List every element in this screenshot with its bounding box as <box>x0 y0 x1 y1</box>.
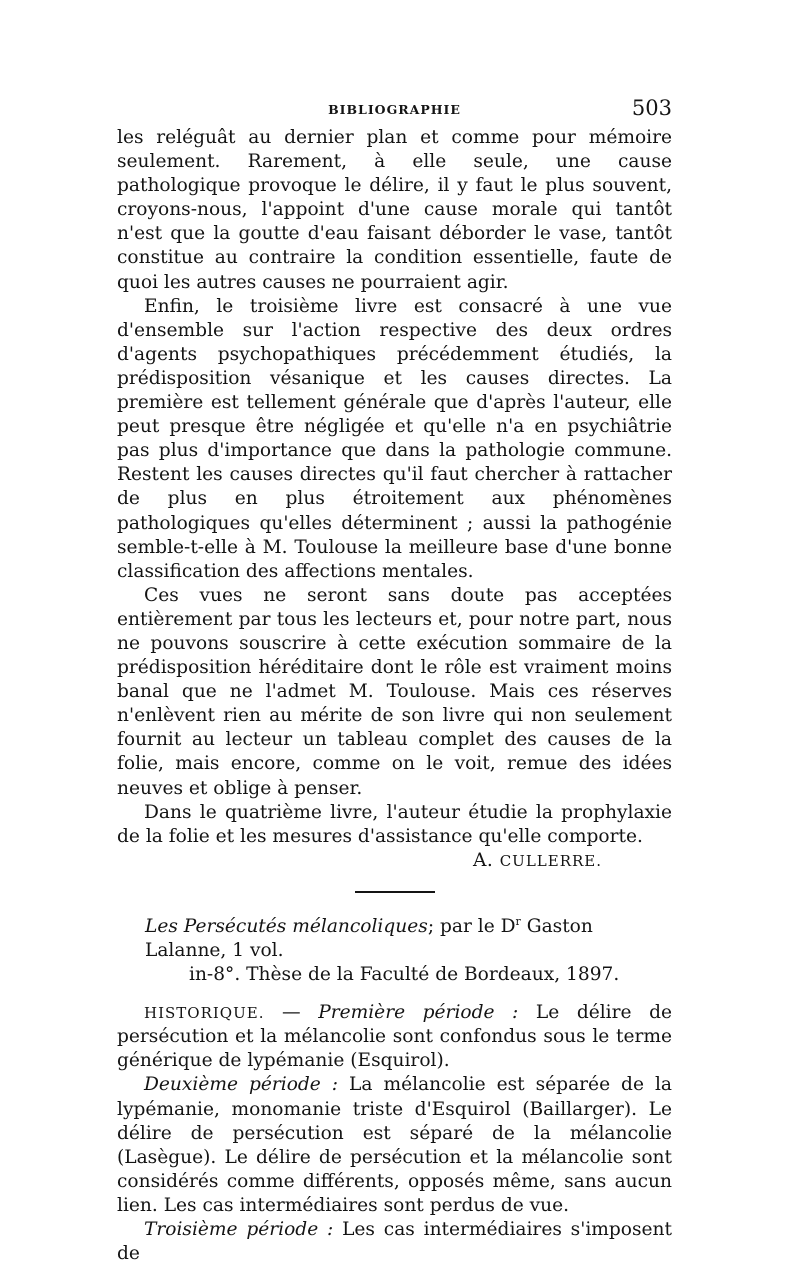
period3-text: Les cas intermédiaires s'imposent de <box>117 1219 672 1265</box>
book-title: Les Persécutés mélancoliques <box>145 915 428 937</box>
book-author: Gaston Lalanne, 1 vol. <box>145 915 593 961</box>
signature-name: CULLERRE. <box>499 851 602 870</box>
book-dr-superscript: r <box>515 914 521 928</box>
historique-label: HISTORIQUE. <box>144 1004 265 1023</box>
signature-initial: A. <box>472 849 494 871</box>
paragraph-second-period <box>117 1073 672 1218</box>
period1-label: Première période : <box>318 1002 519 1024</box>
period2-text: La mélancolie est séparée de la lypémanie, monomanie triste d'Esquirol (Baillarger). Le délire de persécution est séparé de la mélancolie (Lasègue). Le délire de persécution et la mélancolie sont considérés comme différents, opposés même, sans aucun lien. Les cas intermédiaires sont perdus de vue. <box>117 1074 672 1216</box>
second-review-body <box>117 1001 672 1266</box>
page-number: 503 <box>631 96 672 120</box>
period1-text: Le délire de persécution et la mélancolie sont confondus sous le terme générique de lypémanie (Esquirol). <box>117 1002 672 1072</box>
historique-dash: — <box>264 1002 319 1024</box>
running-title: BIBLIOGRAPHIE <box>328 102 461 117</box>
running-header <box>117 96 672 126</box>
book-reference <box>117 915 672 987</box>
review-body <box>117 126 672 849</box>
book-by: ; par le D <box>427 915 516 937</box>
paragraph-critique: Ces vues ne seront sans doute pas acceptées entièrement par tous les lecteurs et, pour notre part, nous ne pouvons souscrire à cette exécution sommaire de la prédisposition héréditaire dont le rôle est vraiment moins banal que ne l'admet M. Toulouse. Mais ces réserves n'enlèvent rien au mérite de son livre qui non seulement fournit au lecteur un tableau complet des causes de la folie, mais encore, comme on le voit, remue des idées neuves et oblige à penser. <box>117 584 672 799</box>
paragraph-third-period <box>117 1218 672 1266</box>
book-publication: in-8°. Thèse de la Faculté de Bordeaux, 1897. <box>189 964 620 986</box>
paragraph-first-period <box>117 1001 672 1073</box>
section-divider <box>355 891 435 893</box>
period2-label: Deuxième période : <box>144 1074 339 1096</box>
paragraph-third-book: Enfin, le troisième livre est consacré à une vue d'ensemble sur l'action respective des deux ordres d'agents psychopathiques précédemment étudiés, la prédisposition vésanique et les causes directes. La première est tellement générale que d'après l'auteur, elle peut presque être négligée et qu'elle n'a en psychiâtrie pas plus d'importance que dans la pathologie commune. Restent les causes directes qu'il faut chercher à rattacher de plus en plus étroitement aux phénomènes pathologiques qu'elles déterminent ; aussi la pathogénie semble-t-elle à M. Toulouse la meilleure base d'une bonne classification des affections mentales. <box>117 295 672 582</box>
review-signature <box>117 849 672 873</box>
book-page <box>117 96 672 1266</box>
paragraph-continuation: les reléguât au dernier plan et comme pour mémoire seulement. Rarement, à elle seule, une cause pathologique provoque le délire, il y faut le plus souvent, croyons-nous, l'appoint d'une cause morale qui tantôt n'est que la goutte d'eau faisant déborder le vase, tantôt constitue au contraire la condition essentielle, faute de quoi les autres causes ne pourraient agir. <box>117 127 672 293</box>
paragraph-fourth-book: Dans le quatrième livre, l'auteur étudie la prophylaxie de la folie et les mesures d'assistance qu'elle comporte. <box>117 801 672 847</box>
period3-label: Troisième période : <box>144 1219 334 1241</box>
